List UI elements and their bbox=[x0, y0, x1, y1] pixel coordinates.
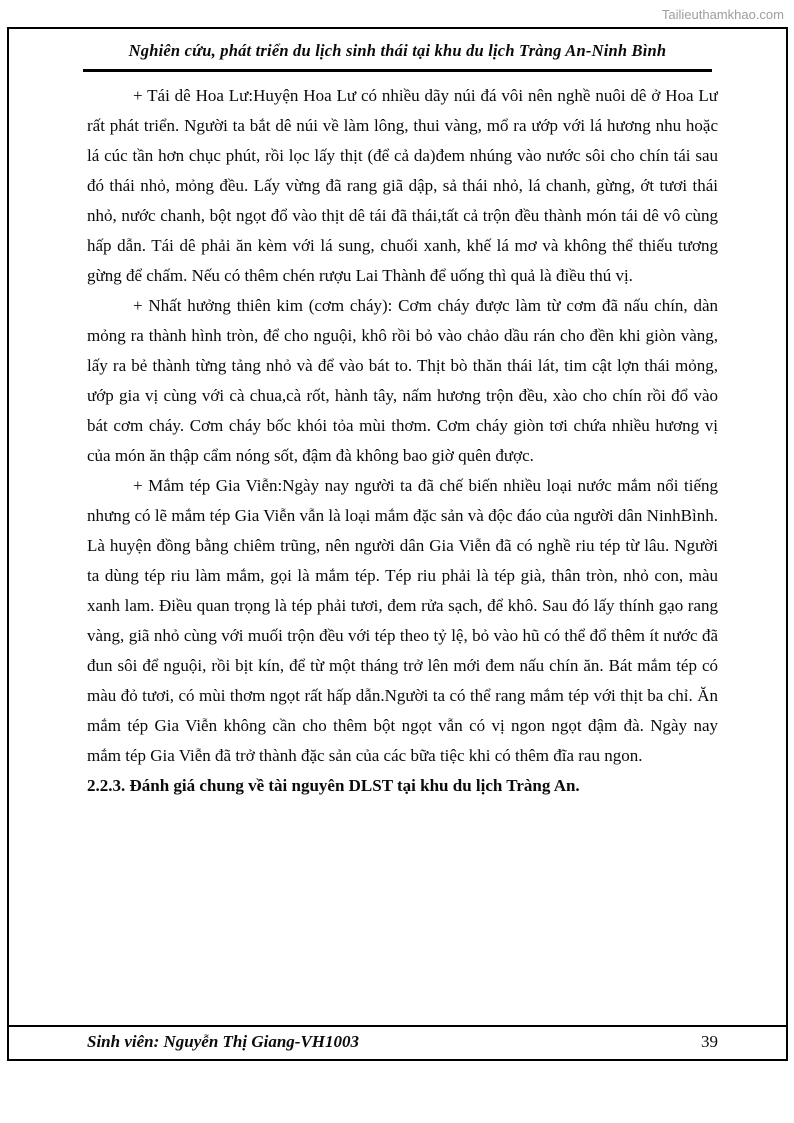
site-watermark: Tailieuthamkhao.com bbox=[661, 7, 784, 22]
page-header-title: Nghiên cứu, phát triển du lịch sinh thái tại khu du lịch Tràng An-Ninh Bình bbox=[83, 41, 712, 72]
page-number: 39 bbox=[701, 1032, 718, 1051]
paragraph-com-chay: + Nhất hưởng thiên kim (cơm cháy): Cơm cháy được làm từ cơm đã nấu chín, dàn mỏng ra thành hình tròn, để cho nguội, khô rồi bỏ vào chảo dầu rán cho đền khi giòn vàng, lấy ra bẻ thành từng tảng nhỏ và để vào bát to. Thịt bò thăn thái lát, tim cật lợn thái mỏng, ướp gia vị cùng với cà chua,cà rốt, hành tây, nấm hương trộn đều, xào cho chín rồi đổ vào bát cơm cháy. Cơm cháy bốc khói tỏa mùi thơm. Cơm cháy giòn tơi chứa nhiều hương vị của món ăn thập cẩm nóng sốt, đậm đà không bao giờ quên được. bbox=[87, 296, 718, 465]
paragraph-tai-de-hoa-lu: + Tái dê Hoa Lư:Huyện Hoa Lư có nhiều dãy núi đá vôi nên nghề nuôi dê ở Hoa Lư rất phát triển. Người ta bắt dê núi về làm lông, thui vàng, mổ ra ướp với lá hương nhu hoặc lá cúc tần hơn chục phút, rồi lọc lấy thịt (để cả da)đem nhúng vào nước sôi cho chín tái sau đó thái nhỏ, mỏng đều. Lấy vừng đã rang giã dập, sả thái nhỏ, lá chanh, gừng, ớt tươi thái nhỏ, nước chanh, bột ngọt đổ vào thịt dê tái đã thái,tất cả trộn đều thành món tái dê vô cùng hấp dẫn. Tái dê phải ăn kèm với lá sung, chuối xanh, khế lá mơ và không thể thiếu tương gừng để chấm. Nếu có thêm chén rượu Lai Thành để uống thì quả là điều thú vị. bbox=[87, 86, 718, 285]
paragraph-mam-tep-gia-vien: + Mắm tép Gia Viễn:Ngày nay người ta đã chế biến nhiều loại nước mắm nổi tiếng nhưng có lẽ mắm tép Gia Viễn vẫn là loại mắm đặc sản và độc đáo của người dân NinhBình. Là huyện đồng bằng chiêm trũng, nên người dân Gia Viễn đã có nghề riu tép từ lâu. Người ta dùng tép riu làm mắm, gọi là mắm tép. Tép riu phải là tép già, thân tròn, nhỏ con, màu xanh lam. Điều quan trọng là tép phải tươi, đem rửa sạch, để khô. Sau đó lấy thính gạo rang vàng, giã nhỏ cùng với muối trộn đều với tép theo tỷ lệ, bỏ vào hũ có thể đổ thêm ít nước đã đun sôi để nguội, rồi bịt kín, để từ một tháng trở lên mới đem nấu chín ăn. Bát mắm tép có màu đỏ tươi, có mùi thơm ngọt rất hấp dẫn.Người ta có thể rang mắm tép với thịt ba chỉ. Ăn mắm tép Gia Viễn không cần cho thêm bột ngọt vẫn có vị ngon ngọt đậm đà. Ngày nay mắm tép Gia Viễn đã trở thành đặc sản của các bữa tiệc khi có thêm đĩa rau ngon. bbox=[87, 476, 718, 765]
document-body bbox=[87, 81, 718, 1025]
footer-author: Sinh viên: Nguyễn Thị Giang-VH1003 bbox=[87, 1032, 360, 1051]
document-page bbox=[7, 27, 788, 1061]
section-heading-223: 2.2.3. Đánh giá chung về tài nguyên DLST tại khu du lịch Tràng An. bbox=[87, 776, 580, 795]
page-footer bbox=[9, 1025, 786, 1059]
